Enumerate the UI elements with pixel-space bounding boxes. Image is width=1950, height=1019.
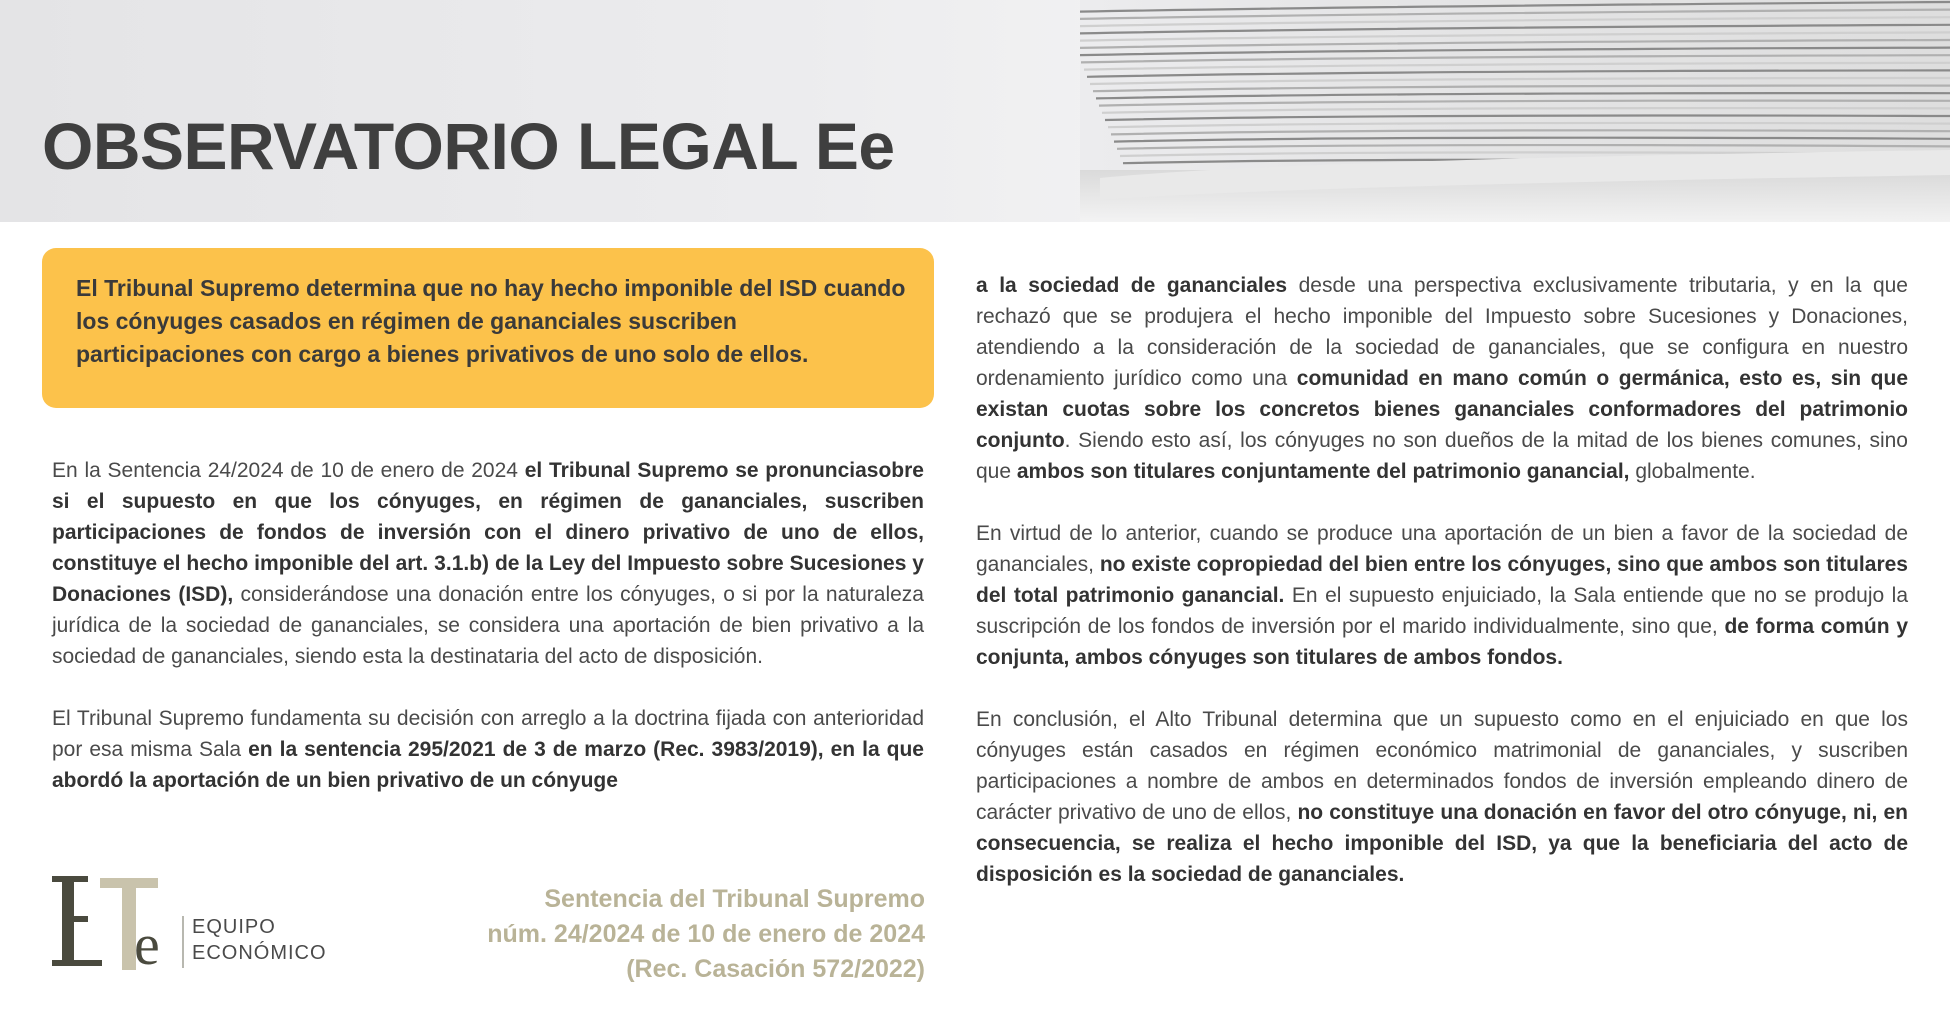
book-pages-image (1080, 0, 1950, 222)
text-run: El Tribunal Supremo fundamenta su decisión con arreglo a la doctrina fijada con anterioridad por esa misma Sala (52, 707, 924, 761)
text-run: desde una perspectiva exclusivamente tributaria, y en la que rechazó que se produjera el hecho imponible del Impuesto sobre Sucesiones y Donaciones, atendiendo a la consideración de la sociedad de gananciales, que se configura en nuestro ordenamiento jurídico como una (976, 274, 1908, 390)
equipo-economico-logo (50, 872, 340, 972)
text-run: En virtud de lo anterior, cuando se produce una aportación de un bien a favor de la sociedad de gananciales, (976, 522, 1908, 576)
header-banner (0, 0, 1950, 222)
paragraph (52, 455, 924, 672)
bold-text-run: no existe copropiedad del bien entre los cónyuges, sino que ambos son titulares del total patrimonio ganancial. (976, 553, 1908, 607)
left-column (52, 455, 924, 796)
bold-text-run: ambos son titulares conjuntamente del patrimonio ganancial, (1016, 460, 1630, 483)
bold-text-run: no constituye una donación en favor del otro cónyuge, ni, en consecuencia, se realiza el hecho imponible del ISD, ya que la beneficiaria del acto de disposición es la sociedad de gananciales. (976, 801, 1908, 886)
page-title: OBSERVATORIO LEGAL Ee (42, 109, 895, 183)
text-run: En el supuesto enjuiciado, la Sala entiende que no se produjo la suscripción de los fondos de inversión por el marido individualmente, sino que, (976, 584, 1909, 638)
logo-line-2: ECONÓMICO (192, 942, 327, 964)
bold-text-run: en la sentencia 295/2021 de 3 de marzo (Rec. 3983/2019), en la que abordó la aportación de un bien privativo de un cónyuge (52, 738, 924, 792)
text-run: globalmente. (1629, 460, 1756, 483)
bold-text-run: a la sociedad de gananciales (976, 274, 1288, 297)
paragraph (976, 704, 1908, 890)
text-run: . Siendo esto así, los cónyuges no son dueños de la mitad de los bienes comunes, sino que (976, 429, 1908, 483)
case-citation (400, 882, 925, 987)
citation-line-3: (Rec. Casación 572/2022) (626, 955, 925, 983)
paragraph (976, 270, 1908, 487)
summary-text: El Tribunal Supremo determina que no hay hecho imponible del ISD cuando los cónyuges casados en régimen de gananciales suscriben participaciones con cargo a bienes privativos de uno solo de ellos. (76, 275, 906, 367)
summary-callout (42, 248, 934, 408)
citation-line-1: Sentencia del Tribunal Supremo (544, 885, 925, 913)
text-run: considerándose una donación entre los cónyuges, o si por la naturaleza jurídica de la sociedad de gananciales, se considera una aportación de bien privativo a la sociedad de gananciales, siendo esta la destinataria del acto de disposición. (52, 583, 924, 668)
citation-line-2: núm. 24/2024 de 10 de enero de 2024 (487, 920, 925, 948)
ee-monogram-icon (50, 872, 170, 972)
bold-text-run: comunidad en mano común o germánica, esto es, sin que existan cuotas sobre los concretos bienes gananciales conformadores del patrimonio conjunto (976, 367, 1909, 452)
paragraph (52, 703, 924, 796)
text-run: En conclusión, el Alto Tribunal determina que un supuesto como en el enjuiciado en que los cónyuges están casados en régimen económico matrimonial de gananciales, y suscriben participaciones a nombre de ambos en determinados fondos de inversión empleando dinero de carácter privativo de uno de ellos, (976, 708, 1908, 824)
logo-line-1: EQUIPO (192, 916, 276, 938)
paragraph (976, 518, 1908, 673)
logo-divider (182, 916, 184, 968)
bold-text-run: el Tribunal Supremo se pronunciasobre si el supuesto en que los cónyuges, en régimen de gananciales, suscriben participaciones de fondos de inversión con el dinero privativo de uno de ellos, constituye el hecho imponible del art. 3.1.b) de la Ley del Impuesto sobre Sucesiones y Donaciones (ISD), (52, 459, 924, 606)
bold-text-run: de forma común y conjunta, ambos cónyuges son titulares de ambos fondos. (976, 615, 1908, 669)
right-column (976, 270, 1908, 890)
text-run: En la Sentencia 24/2024 de 10 de enero de 2024 (52, 459, 525, 482)
svg-text:e: e (134, 912, 160, 972)
